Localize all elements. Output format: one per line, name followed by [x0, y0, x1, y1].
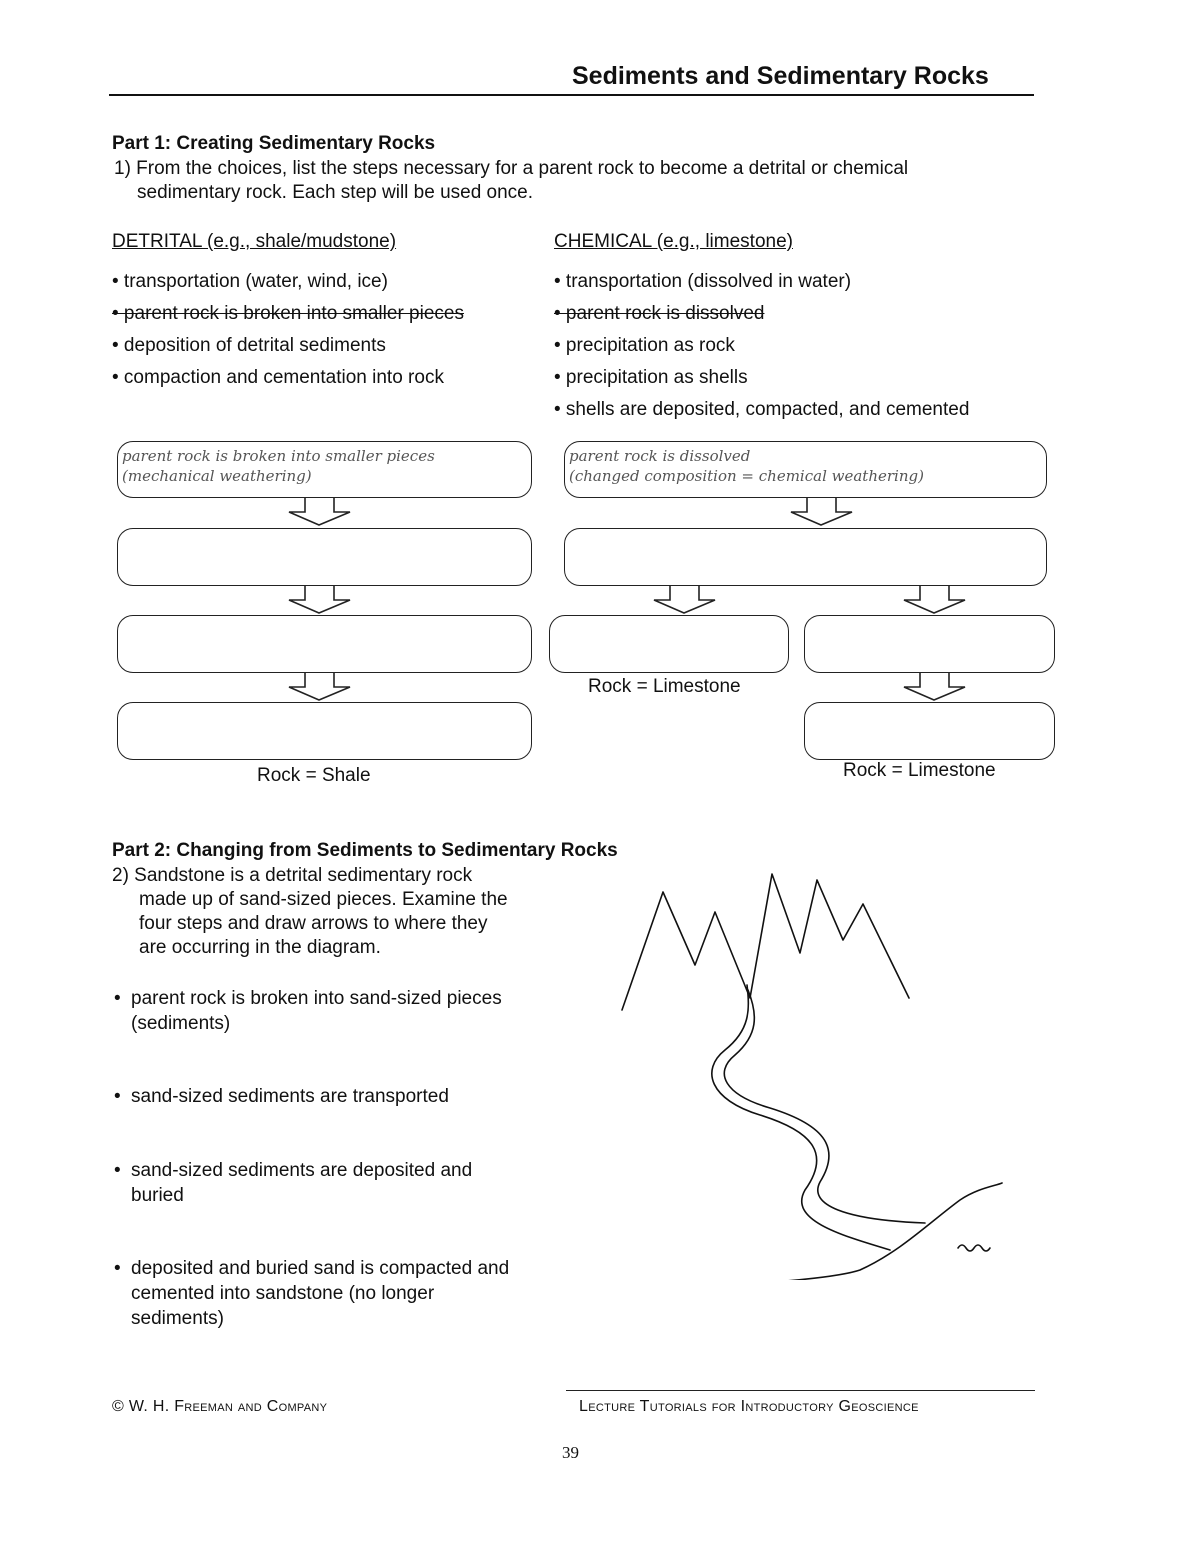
down-arrow-icon — [904, 586, 965, 613]
part2-question-line1: 2) Sandstone is a detrital sedimentary rock — [112, 865, 473, 886]
river-bank-right — [724, 990, 925, 1223]
down-arrow-icon — [289, 673, 350, 700]
down-arrow-icon — [289, 498, 350, 525]
chemical-step-box-1[interactable] — [564, 441, 1047, 498]
detrital-heading: DETRITAL (e.g., shale/mudstone) — [112, 231, 397, 252]
chemical-step-box-3b[interactable] — [804, 615, 1055, 673]
step-item — [131, 986, 502, 1036]
step-line: parent rock is broken into sand-sized pieces — [131, 988, 502, 1009]
chemical-choice: • transportation (dissolved in water) — [554, 271, 852, 292]
step-line: buried — [131, 1185, 184, 1206]
chemical-choice: • parent rock is dissolved — [554, 303, 765, 324]
part2-heading: Part 2: Changing from Sediments to Sedimentary Rocks — [112, 840, 618, 861]
step-line: sand-sized sediments are transported — [131, 1086, 449, 1107]
step-item — [131, 1084, 449, 1109]
step-bullet: • — [114, 1160, 121, 1181]
footer-book-title: Lecture Tutorials for Introductory Geoscience — [579, 1398, 919, 1415]
part2-question-line3: four steps and draw arrows to where they — [139, 913, 488, 934]
chemical-rock-caption-left: Rock = Limestone — [588, 676, 741, 697]
down-arrow-icon — [654, 586, 715, 613]
river-bank-left — [712, 985, 890, 1250]
detrital-choice: • compaction and cementation into rock — [112, 367, 444, 388]
mountains — [622, 874, 909, 1010]
chemical-choice: • precipitation as rock — [554, 335, 735, 356]
detrital-choice: • transportation (water, wind, ice) — [112, 271, 388, 292]
chemical-choice: • precipitation as shells — [554, 367, 748, 388]
handwritten-answer: parent rock is broken into smaller pieces — [122, 447, 435, 465]
detrital-step-box-3[interactable] — [117, 615, 532, 673]
chemical-step-box-3a[interactable] — [549, 615, 789, 673]
page-number: 39 — [562, 1443, 579, 1462]
chemical-heading: CHEMICAL (e.g., limestone) — [554, 231, 793, 252]
chemical-choice: • shells are deposited, compacted, and cemented — [554, 399, 970, 420]
part1-question-line2: sedimentary rock. Each step will be used once. — [137, 182, 534, 203]
detrital-step-box-1[interactable] — [117, 441, 532, 498]
part2-question-line4: are occurring in the diagram. — [139, 937, 381, 958]
step-bullet: • — [114, 1086, 121, 1107]
part1-heading: Part 1: Creating Sedimentary Rocks — [112, 133, 436, 154]
part1-question-line1: 1) From the choices, list the steps necessary for a parent rock to become a detrital or chemical — [114, 158, 909, 179]
chemical-rock-caption-right: Rock = Limestone — [843, 760, 996, 781]
step-item — [131, 1158, 472, 1208]
step-bullet: • — [114, 988, 121, 1009]
detrital-rock-caption: Rock = Shale — [257, 765, 371, 786]
detrital-choice: • deposition of detrital sediments — [112, 335, 386, 356]
handwritten-answer: (mechanical weathering) — [122, 467, 312, 485]
step-line: deposited and buried sand is compacted and — [131, 1258, 510, 1279]
step-line: sediments) — [131, 1308, 224, 1329]
step-line: sand-sized sediments are deposited and — [131, 1160, 473, 1181]
step-line: (sediments) — [131, 1013, 231, 1034]
down-arrow-icon — [904, 673, 965, 700]
chemical-step-box-2[interactable] — [564, 528, 1047, 586]
down-arrow-icon — [791, 498, 852, 525]
chemical-step-box-4[interactable] — [804, 702, 1055, 760]
part2-question-line2: made up of sand-sized pieces. Examine the — [139, 889, 508, 910]
page-title: Sediments and Sedimentary Rocks — [572, 62, 989, 90]
footer-copyright: © W. H. Freeman and Company — [112, 1398, 328, 1415]
footer-rule — [566, 1390, 1035, 1391]
handwritten-answer: (changed composition = chemical weathering) — [569, 467, 924, 485]
detrital-choice: • parent rock is broken into smaller pieces — [112, 303, 464, 324]
detrital-step-box-2[interactable] — [117, 528, 532, 586]
water-wave — [958, 1245, 990, 1251]
step-item — [131, 1256, 509, 1331]
step-line: cemented into sandstone (no longer — [131, 1283, 435, 1304]
detrital-step-box-4[interactable] — [117, 702, 532, 760]
step-bullet: • — [114, 1258, 121, 1279]
landscape-diagram[interactable] — [600, 860, 1020, 1280]
handwritten-answer: parent rock is dissolved — [569, 447, 751, 465]
down-arrow-icon — [289, 586, 350, 613]
